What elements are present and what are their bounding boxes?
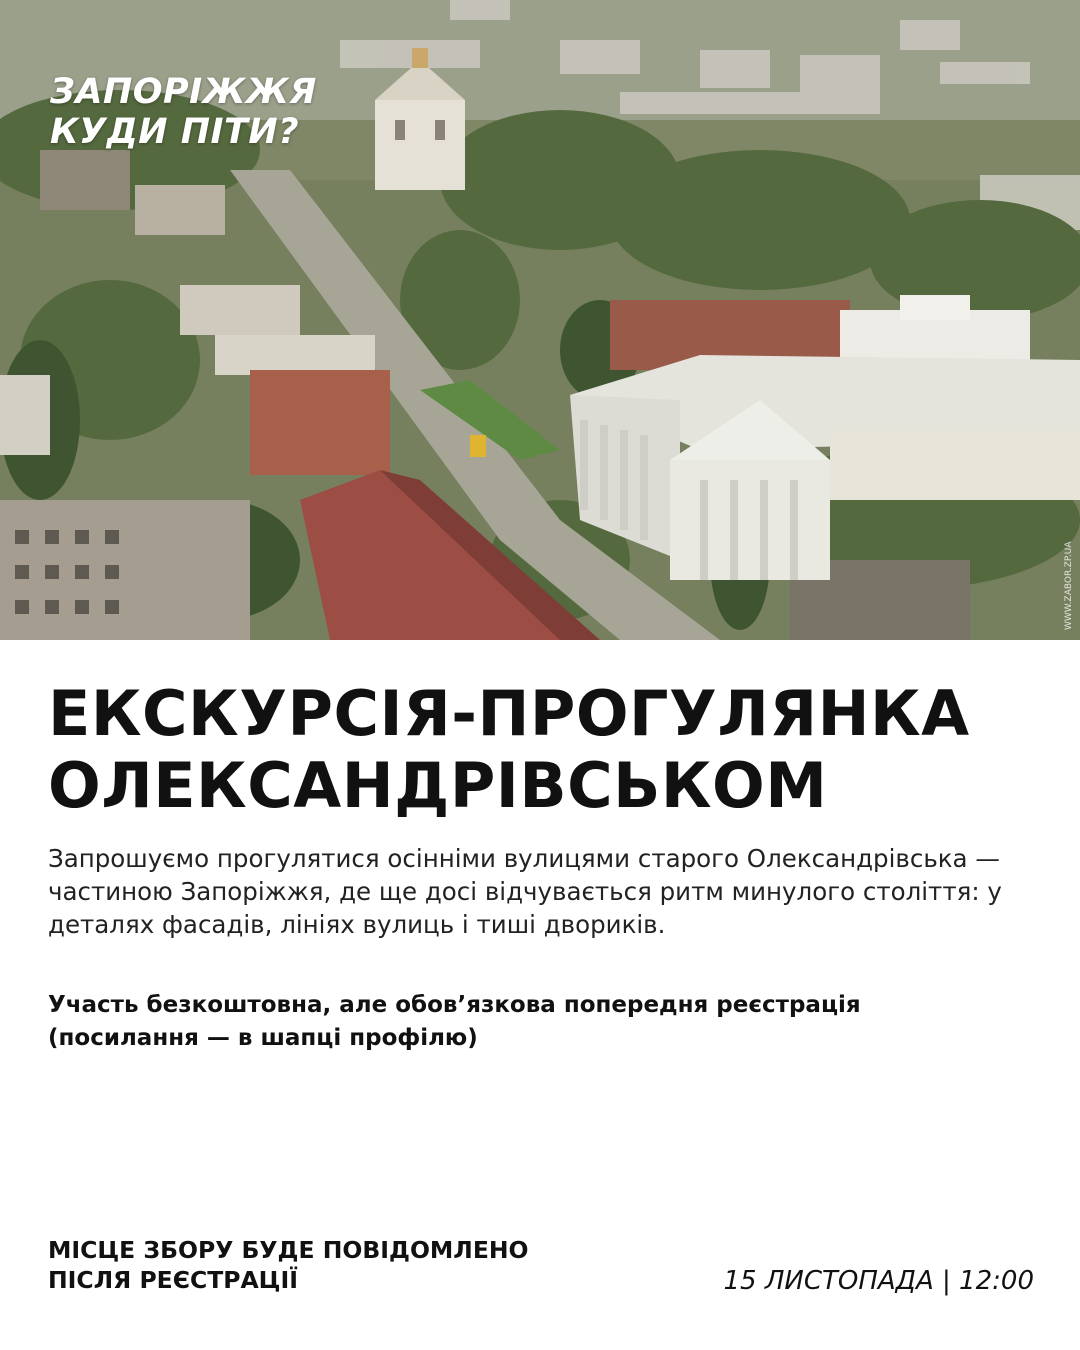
brand-line-tagline: КУДИ ПІТИ?	[50, 112, 300, 152]
meeting-place-line-1: МІСЦЕ ЗБОРУ БУДЕ ПОВІДОМЛЕНО	[48, 1236, 529, 1264]
event-title-line-1: ЕКСКУРСІЯ-ПРОГУЛЯНКА	[48, 677, 970, 750]
event-description: Запрошуємо прогулятися осінніми вулицями старого Олександрівська — частиною Запоріжжя, де ще досі відчувається ритм минулого століття: у деталях фасадів, лініях вулиць і тиші двориків.	[48, 844, 1002, 939]
meeting-place-line-2: ПІСЛЯ РЕЄСТРАЦІЇ	[48, 1266, 298, 1294]
event-title	[48, 678, 1048, 822]
brand-line-city: ЗАПОРІЖЖЯ	[50, 72, 317, 112]
photo-watermark: WWW.ZABOR.ZP.UA	[1064, 541, 1074, 630]
event-datetime: 15 ЛИСТОПАДА | 12:00	[723, 1266, 1034, 1296]
registration-note: Участь безкоштовна, але обов’язкова попередня реєстрація (посилання — в шапці профілю)	[48, 992, 861, 1051]
event-title-line-2: ОЛЕКСАНДРІВСЬКОМ	[48, 749, 828, 822]
city-aerial-photo	[0, 0, 1080, 640]
meeting-place	[48, 1235, 668, 1295]
brand-logo	[50, 72, 317, 152]
